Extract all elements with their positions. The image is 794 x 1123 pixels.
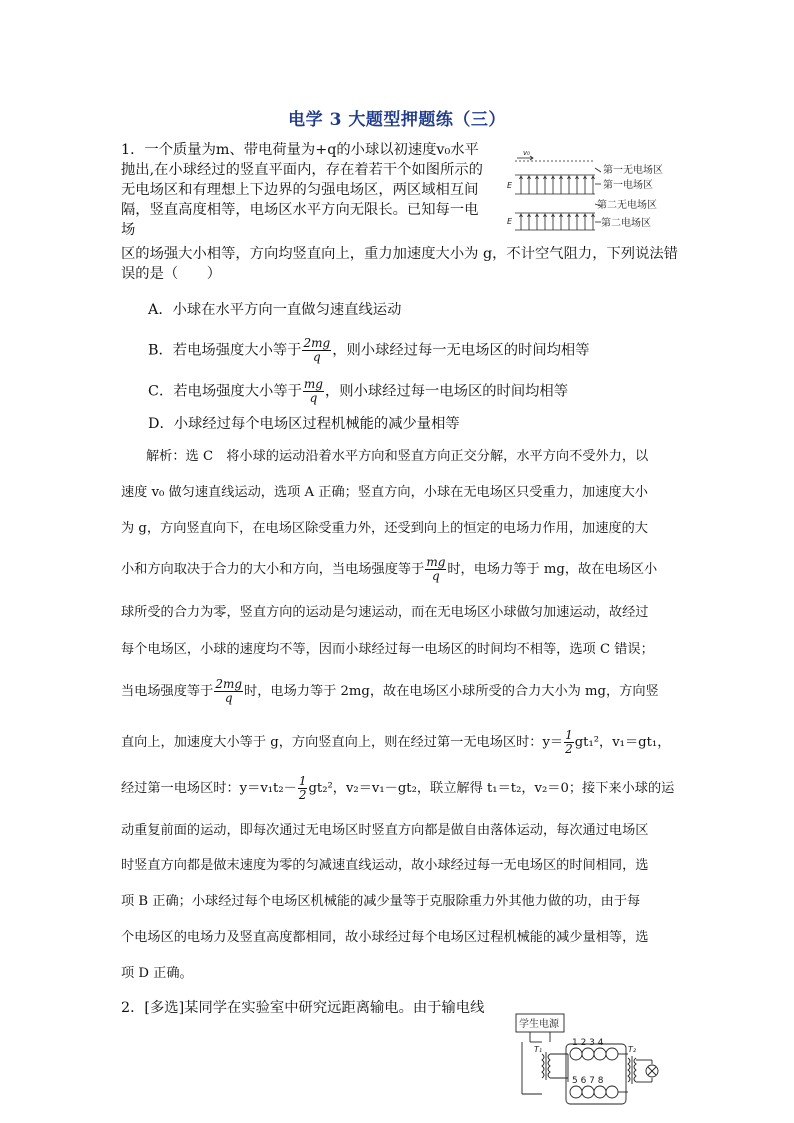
- e-label-1: E: [507, 181, 513, 190]
- power-supply-label: 学生电源: [519, 1019, 559, 1030]
- fraction-mg-q: $\frac{mg}{q}$: [303, 377, 323, 405]
- solution-line-9: 经过第一电场区时：y＝v₁t₂－ $\frac{1}{2}$ gt₂²，v₂＝v₁－gt₂，联立解得 t₁＝t₂，v₂＝0；接下来小球的运: [121, 774, 675, 802]
- page-title: 电学 3 大题型押题练（三）: [288, 110, 506, 130]
- e-label-2: E: [507, 217, 513, 226]
- option-d: D．小球经过每个电场区过程机械能的减少量相等: [148, 416, 460, 432]
- question-2-text: 2．[多选]某同学在实验室中研究远距离输电。由于输电线: [121, 1000, 485, 1016]
- bottom-coil-numbers: 5 6 7 8: [572, 1076, 604, 1086]
- question-1-text-continued: 区的场强大小相等，方向均竖直向上，重力加速度大小为 g，不计空气阻力，下列说法错误的是（ ）: [121, 246, 678, 282]
- t2-label: T₂: [628, 1045, 637, 1054]
- solution-line-8: 直向上，加速度大小等于 g，方向竖直向上，则在经过第一无电场区时：y＝ $\frac{1}{2}$ gt₁²，v₁＝gt₁，: [121, 728, 671, 756]
- solution-line-3: 为 g，方向竖直向下，在电场区除受重力外，还受到向上的恒定的电场力作用，加速度的大: [121, 521, 648, 536]
- option-a: A．小球在水平方向一直做匀速直线运动: [148, 302, 402, 318]
- solution-line-10: 动重复前面的运动，即每次通过无电场区时竖直方向都是做自由落体运动，每次通过电场区: [121, 823, 649, 838]
- region-label-1: 第一无电场区: [603, 165, 663, 176]
- region-label-2: 第一电场区: [603, 180, 653, 191]
- solution-line-6: 每个电场区，小球的速度均不等，因而小球经过每一电场区的时间均不相等，选项 C 错误；: [121, 642, 654, 657]
- question-1-text: 1．一个质量为m、带电荷量为+q的小球以初速度v₀水平抛出,在小球经过的竖直平面内，存在着若干个如图所示的无电场区和有理想上下边界的匀强电场区，两区域相互间隔，竖直高度相等，电场区水平方向无限长。已知每一电场: [121, 142, 483, 238]
- solution-line-1: 解析：选 C 将小球的运动沿着水平方向和竖直方向正交分解，水平方向不受外力，以: [146, 449, 649, 464]
- region-label-4: 第二电场区: [601, 218, 651, 229]
- t1-label: T₁: [534, 1045, 543, 1054]
- option-b: B．若电场强度大小等于 $\frac{2mg}{q}$ ，则小球经过每一无电场区的时间均相等: [148, 336, 590, 364]
- v0-label: v₀: [523, 149, 530, 157]
- field-region-diagram: [505, 146, 685, 232]
- solution-line-14: 项 D 正确。: [121, 966, 193, 981]
- solution-line-2: 速度 v₀ 做匀速直线运动，选项 A 正确；竖直方向，小球在无电场区只受重力，加速度大小: [121, 485, 648, 500]
- solution-line-11: 时竖直方向都是做末速度为零的匀减速直线运动，故小球经过每一无电场区的时间相同，选: [121, 858, 649, 873]
- region-label-3: 第二无电场区: [597, 200, 657, 211]
- solution-line-5: 球所受的合力为零，竖直方向的运动是匀速运动，而在无电场区小球做匀加速运动，故经过: [121, 605, 649, 620]
- fraction-2mg-q: $\frac{2mg}{q}$: [303, 336, 331, 364]
- solution-line-7: 当电场强度等于 $\frac{2mg}{q}$ 时，电场力等于 2mg，故在电场区小球所受的合力大小为 mg，方向竖: [121, 677, 659, 705]
- transmission-circuit-diagram: [512, 1012, 672, 1117]
- option-c: C．若电场强度大小等于 $\frac{mg}{q}$ ，则小球经过每一电场区的时间均相等: [148, 377, 569, 405]
- top-coil-numbers: 1 2 3 4: [572, 1038, 604, 1048]
- solution-line-4: 小和方向取决于合力的大小和方向，当电场强度等于 $\frac{mg}{q}$ 时，电场力等于 mg，故在电场区小: [121, 555, 658, 583]
- solution-line-13: 个电场区的电场力及竖直高度都相同，故小球经过每个电场区过程机械能的减少量相等，选: [121, 930, 649, 945]
- solution-line-12: 项 B 正确；小球经过每个电场区机械能的减少量等于克服除重力外其他力做的功，由于每: [121, 894, 641, 909]
